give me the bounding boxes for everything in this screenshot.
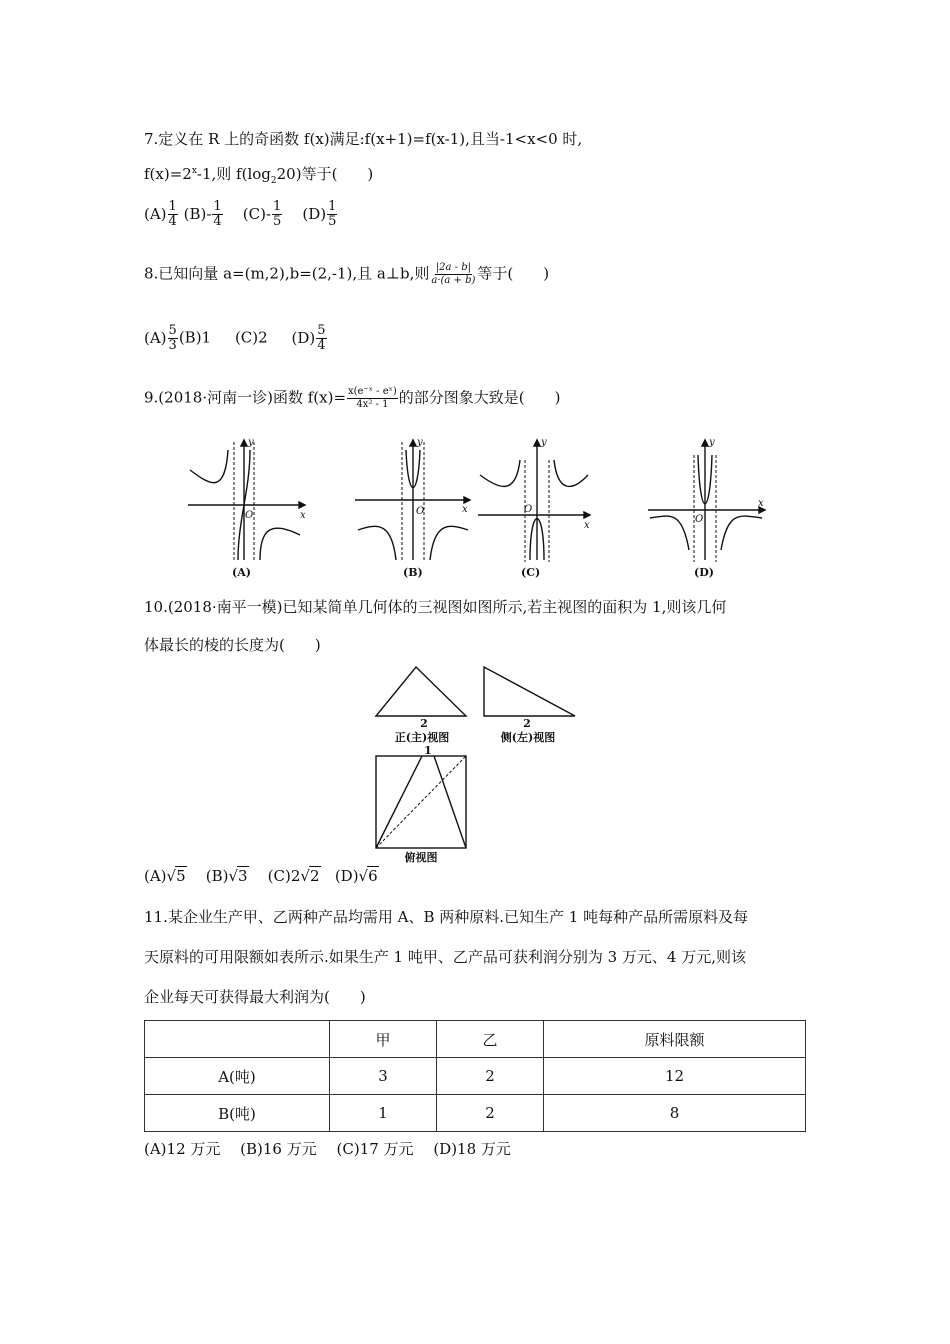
table-cell: B(吨): [145, 1095, 330, 1132]
q7-exp: x: [191, 166, 197, 176]
q9-stem: [144, 386, 561, 411]
top-view-dimension: 1: [424, 744, 432, 757]
graph-c-origin: O: [524, 504, 533, 515]
table-header-cell: 甲: [330, 1021, 437, 1058]
table-cell: 3: [330, 1058, 437, 1095]
table-row: [145, 1058, 806, 1095]
q8-option-b[interactable]: (B)1: [178, 328, 212, 347]
graph-a-label: (A): [232, 566, 251, 579]
graph-c-x-label: x: [584, 520, 590, 531]
q8-frac-denominator: a·(a + b): [431, 275, 476, 286]
q7-text-a: f(x)=2: [144, 165, 192, 183]
graph-b[interactable]: [355, 440, 470, 562]
q9-frac-denominator: 4x² - 1: [356, 399, 389, 410]
q7-line1: 7.定义在 R 上的奇函数 f(x)满足:f(x+1)=f(x-1),且当-1<x<0 时,: [144, 130, 583, 148]
q7-option-a[interactable]: (A) $\frac{1}{4}$: [144, 199, 177, 229]
q7-option-b[interactable]: (B)- $\frac{1}{4}$: [183, 199, 222, 229]
q10-options: [144, 866, 379, 885]
q8-option-a[interactable]: (A) $\frac{5}{3}$: [144, 323, 177, 353]
graph-d[interactable]: [648, 440, 765, 562]
side-view: [484, 667, 575, 716]
q9-text-a: 9.(2018·河南一诊)函数 f(x)=: [144, 388, 347, 407]
top-view-label: 俯视图: [404, 851, 438, 864]
q10-line1: 10.(2018·南平一模)已知某简单几何体的三视图如图所示,若主视图的面积为 1,则该几何: [144, 598, 727, 616]
q7-option-c[interactable]: (C)- $\frac{1}{5}$: [242, 199, 282, 229]
side-view-label: 侧(左)视图: [500, 731, 556, 744]
table-cell: 2: [437, 1058, 544, 1095]
table-row: [145, 1095, 806, 1132]
q9-text-b: 的部分图象大致是( ): [398, 388, 561, 407]
q7-line2: [144, 163, 373, 186]
table-cell: 2: [437, 1095, 544, 1132]
side-view-dimension: 2: [523, 717, 531, 730]
table-header-row: [145, 1021, 806, 1058]
q8-text-a: 8.已知向量 a=(m,2),b=(2,-1),且 a⊥b,则: [144, 264, 430, 283]
table-cell: A(吨): [145, 1058, 330, 1095]
table-header-cell: 原料限额: [544, 1021, 806, 1058]
table-cell: 12: [544, 1058, 806, 1095]
front-view-dimension: 2: [420, 717, 428, 730]
graph-a-x-label: x: [300, 510, 306, 521]
q8-frac-numerator: |2a - b|: [435, 262, 471, 273]
graph-a[interactable]: [188, 440, 305, 562]
graph-c-label: (C): [521, 566, 541, 579]
graph-b-label: (B): [403, 566, 423, 579]
q7-text-c: 20)等于( ): [276, 165, 374, 183]
q10-option-d[interactable]: (D)√6: [334, 867, 378, 885]
q8-stem: [144, 262, 549, 287]
q9-graphs: [180, 430, 780, 580]
graph-c-y-label: y: [541, 437, 547, 448]
graph-a-y-label: y: [248, 437, 254, 448]
graph-b-x-label: x: [462, 504, 468, 515]
table-header-cell: 乙: [437, 1021, 544, 1058]
q10-three-views: [370, 660, 585, 865]
graph-b-y-label: y: [417, 437, 423, 448]
table-cell: 8: [544, 1095, 806, 1132]
q11-line2: 天原料的可用限额如表所示.如果生产 1 吨甲、乙产品可获利润分别为 3 万元、4 万元,则该: [144, 948, 747, 966]
front-view-label: 正(主)视图: [394, 731, 450, 744]
graph-d-origin: O: [695, 514, 704, 525]
top-view: [376, 756, 466, 848]
graph-a-origin: O: [245, 510, 254, 521]
q10-option-b[interactable]: (B)√3: [205, 867, 248, 885]
q9-frac-numerator: x(e⁻ˣ - eˣ): [348, 386, 397, 397]
graph-c[interactable]: [478, 440, 590, 562]
q11-line3: 企业每天可获得最大利润为( ): [144, 988, 366, 1006]
q8-option-d[interactable]: (D) $\frac{5}{4}$: [291, 323, 326, 353]
q8-option-c[interactable]: (C)2: [234, 328, 268, 347]
q7-text-b: -1,则 f(log: [196, 165, 271, 183]
q10-option-a[interactable]: (A)√5: [144, 867, 186, 885]
q7-sub: 2: [270, 176, 277, 186]
q8-text-b: 等于( ): [477, 264, 550, 283]
q11-table: [144, 1020, 806, 1132]
q11-options: (A)12 万元 (B)16 万元 (C)17 万元 (D)18 万元: [144, 1140, 511, 1158]
q7-option-d[interactable]: (D) $\frac{1}{5}$: [302, 199, 337, 229]
q8-options: [144, 324, 328, 353]
q10-line2: 体最长的棱的长度为( ): [144, 636, 321, 654]
graph-d-label: (D): [694, 566, 714, 579]
q11-line1: 11.某企业生产甲、乙两种产品均需用 A、B 两种原料.已知生产 1 吨每种产品所需原料及每: [144, 908, 749, 926]
graph-d-y-label: y: [709, 437, 715, 448]
table-cell: 1: [330, 1095, 437, 1132]
q7-options: [144, 200, 338, 229]
front-view: [376, 667, 466, 716]
q10-option-c[interactable]: (C)2√2: [267, 867, 320, 885]
graph-d-x-label: x: [758, 498, 764, 509]
table-header-cell: [145, 1021, 330, 1058]
graph-b-origin: O: [416, 506, 425, 517]
